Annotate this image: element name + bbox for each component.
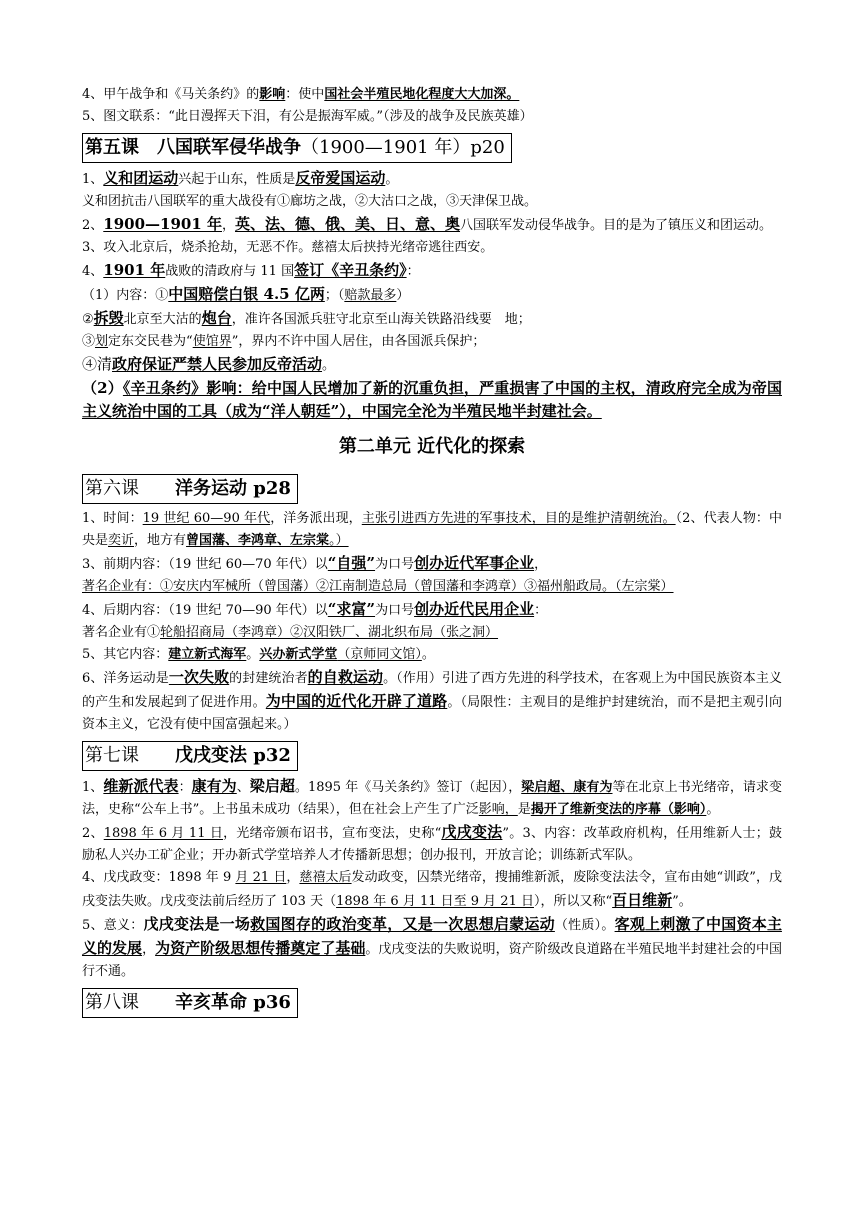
lesson7-heading: 第七课 戊戌变法 p32 [82, 741, 298, 771]
unit2-title: 第二单元 近代化的探索 [338, 436, 526, 457]
lesson5-item3: 3、攻入北京后，烧杀抢劫，无恶不作。慈禧太后挟持光绪帝逃往西安。 [82, 240, 494, 255]
lesson5-battles: 义和团抗击八国联军的重大战役有①廊坊之战，②大沽口之战，③天津保卫战。 [82, 194, 538, 209]
lesson7-item4: 4、戊戌政变：1898 年 9 月 21 日，慈禧太后发动政变，囚禁光绪帝，搜捕维新派，废除变法法令，宣布由她“训政”，戊戌变法失败。戊戌变法前后经历了 103 天（1898 年 6 月 11 日至 9 月 21 日），所以又称“百日维新”。 [82, 870, 782, 909]
lesson6-item3: 3、前期内容：（19 世纪 60—70 年代）以“自强”为口号创办近代军事企业， [82, 554, 548, 572]
treaty-content-1: （1）内容：①中国赔偿白银 4.5 亿两；（赔款最多） [82, 285, 410, 303]
lesson7-item2: 2、1898 年 6 月 11 日，光绪帝颁布诏书，宣布变法，史称“戊戌变法”。3、内容：改革政府机构，任用维新人士；鼓励私人兴办工矿企业；开办新式学堂培养人才传播新思想；创办报刊，开放言论；训练新式军队。 [82, 823, 782, 863]
lesson6-military-enterprises: 著名企业有：①安庆内军械所（曾国藩）②江南制造总局（曾国藩和李鸿章）③福州船政局。（左宗棠） [82, 579, 674, 594]
lesson5-item1: 1、义和团运动兴起于山东，性质是反帝爱国运动。 [82, 169, 399, 187]
lesson4-item5: 5、图文联系：“此日漫挥天下泪，有公是振海军威。”（涉及的战争及民族英雄） [82, 109, 533, 124]
lesson6-heading: 第六课 洋务运动 p28 [82, 474, 298, 504]
lesson8-heading: 第八课 辛亥革命 p36 [82, 988, 298, 1018]
lesson5-heading: 第五课 八国联军侵华战争（1900—1901 年）p20 [82, 133, 512, 163]
lesson6-item4: 4、后期内容：（19 世纪 70—90 年代）以“求富”为口号创办近代民用企业： [82, 600, 548, 618]
lesson6-civil-enterprises: 著名企业有①轮船招商局（李鸿章）②汉阳铁厂、湖北织布局（张之洞） [82, 625, 499, 640]
lesson6-item5: 5、其它内容：建立新式海军。兴办新式学堂（京师同文馆）。 [82, 647, 435, 662]
lesson7-item5: 5、意义：戊戌变法是一场救国图存的政治变革，又是一次思想启蒙运动（性质）。客观上刺激了中国资本主义的发展，为资产阶级思想传播奠定了基础。戊戌变法的失败说明，资产阶级改良道路在半殖民地半封建社会的中国行不通。 [82, 915, 782, 979]
lesson6-item1: 1、时间：19 世纪 60—90 年代，洋务派出现，主张引进西方先进的军事技术，目的是维护清朝统治。（2、代表人物：中央是奕䜣，地方有曾国藩、李鸿章、左宗棠。） [82, 511, 782, 548]
lesson7-item1: 1、维新派代表：康有为、梁启超。1895 年《马关条约》签订（起因），梁启超、康有为等在北京上书光绪帝，请求变法，史称“公车上书”。上书虽未成功（结果），但在社会上产生了广泛影响，是揭开了维新变法的序幕（影响）。 [82, 777, 782, 817]
treaty-impact: （2）《辛丑条约》影响：给中国人民增加了新的沉重负担，严重损害了中国的主权，清政府完全成为帝国主义统治中国的工具（成为“洋人朝廷”），中国完全沦为半殖民地半封建社会。 [82, 379, 782, 420]
treaty-content-3: ③划定东交民巷为“使馆界”，界内不许中国人居住，由各国派兵保护； [82, 334, 486, 349]
treaty-content-2: ②拆毁北京至大沽的炮台，准许各国派兵驻守北京至山海关铁路沿线要 地； [82, 309, 531, 327]
lesson5-item4: 4、1901 年战败的清政府与 11 国签订《辛丑条约》： [82, 261, 420, 279]
treaty-content-4: ④清政府保证严禁人民参加反帝活动。 [82, 355, 336, 373]
lesson6-item6: 6、洋务运动是一次失败的封建统治者的自救运动。（作用）引进了西方先进的科学技术，在客观上为中国民族资本主义的产生和发展起到了促进作用。为中国的近代化开辟了道路。（局限性：主观目的是维护封建统治，而不是把主观引向资本主义，它没有使中国富强起来。） [82, 668, 782, 732]
lesson4-item4: 4、甲午战争和《马关条约》的影响：使中国社会半殖民地化程度大大加深。 [82, 87, 520, 102]
document-page [82, 84, 782, 1022]
lesson5-item2: 2、1900—1901 年，英、法、德、俄、美、日、意、奥八国联军发动侵华战争。目的是为了镇压义和团运动。 [82, 215, 773, 233]
